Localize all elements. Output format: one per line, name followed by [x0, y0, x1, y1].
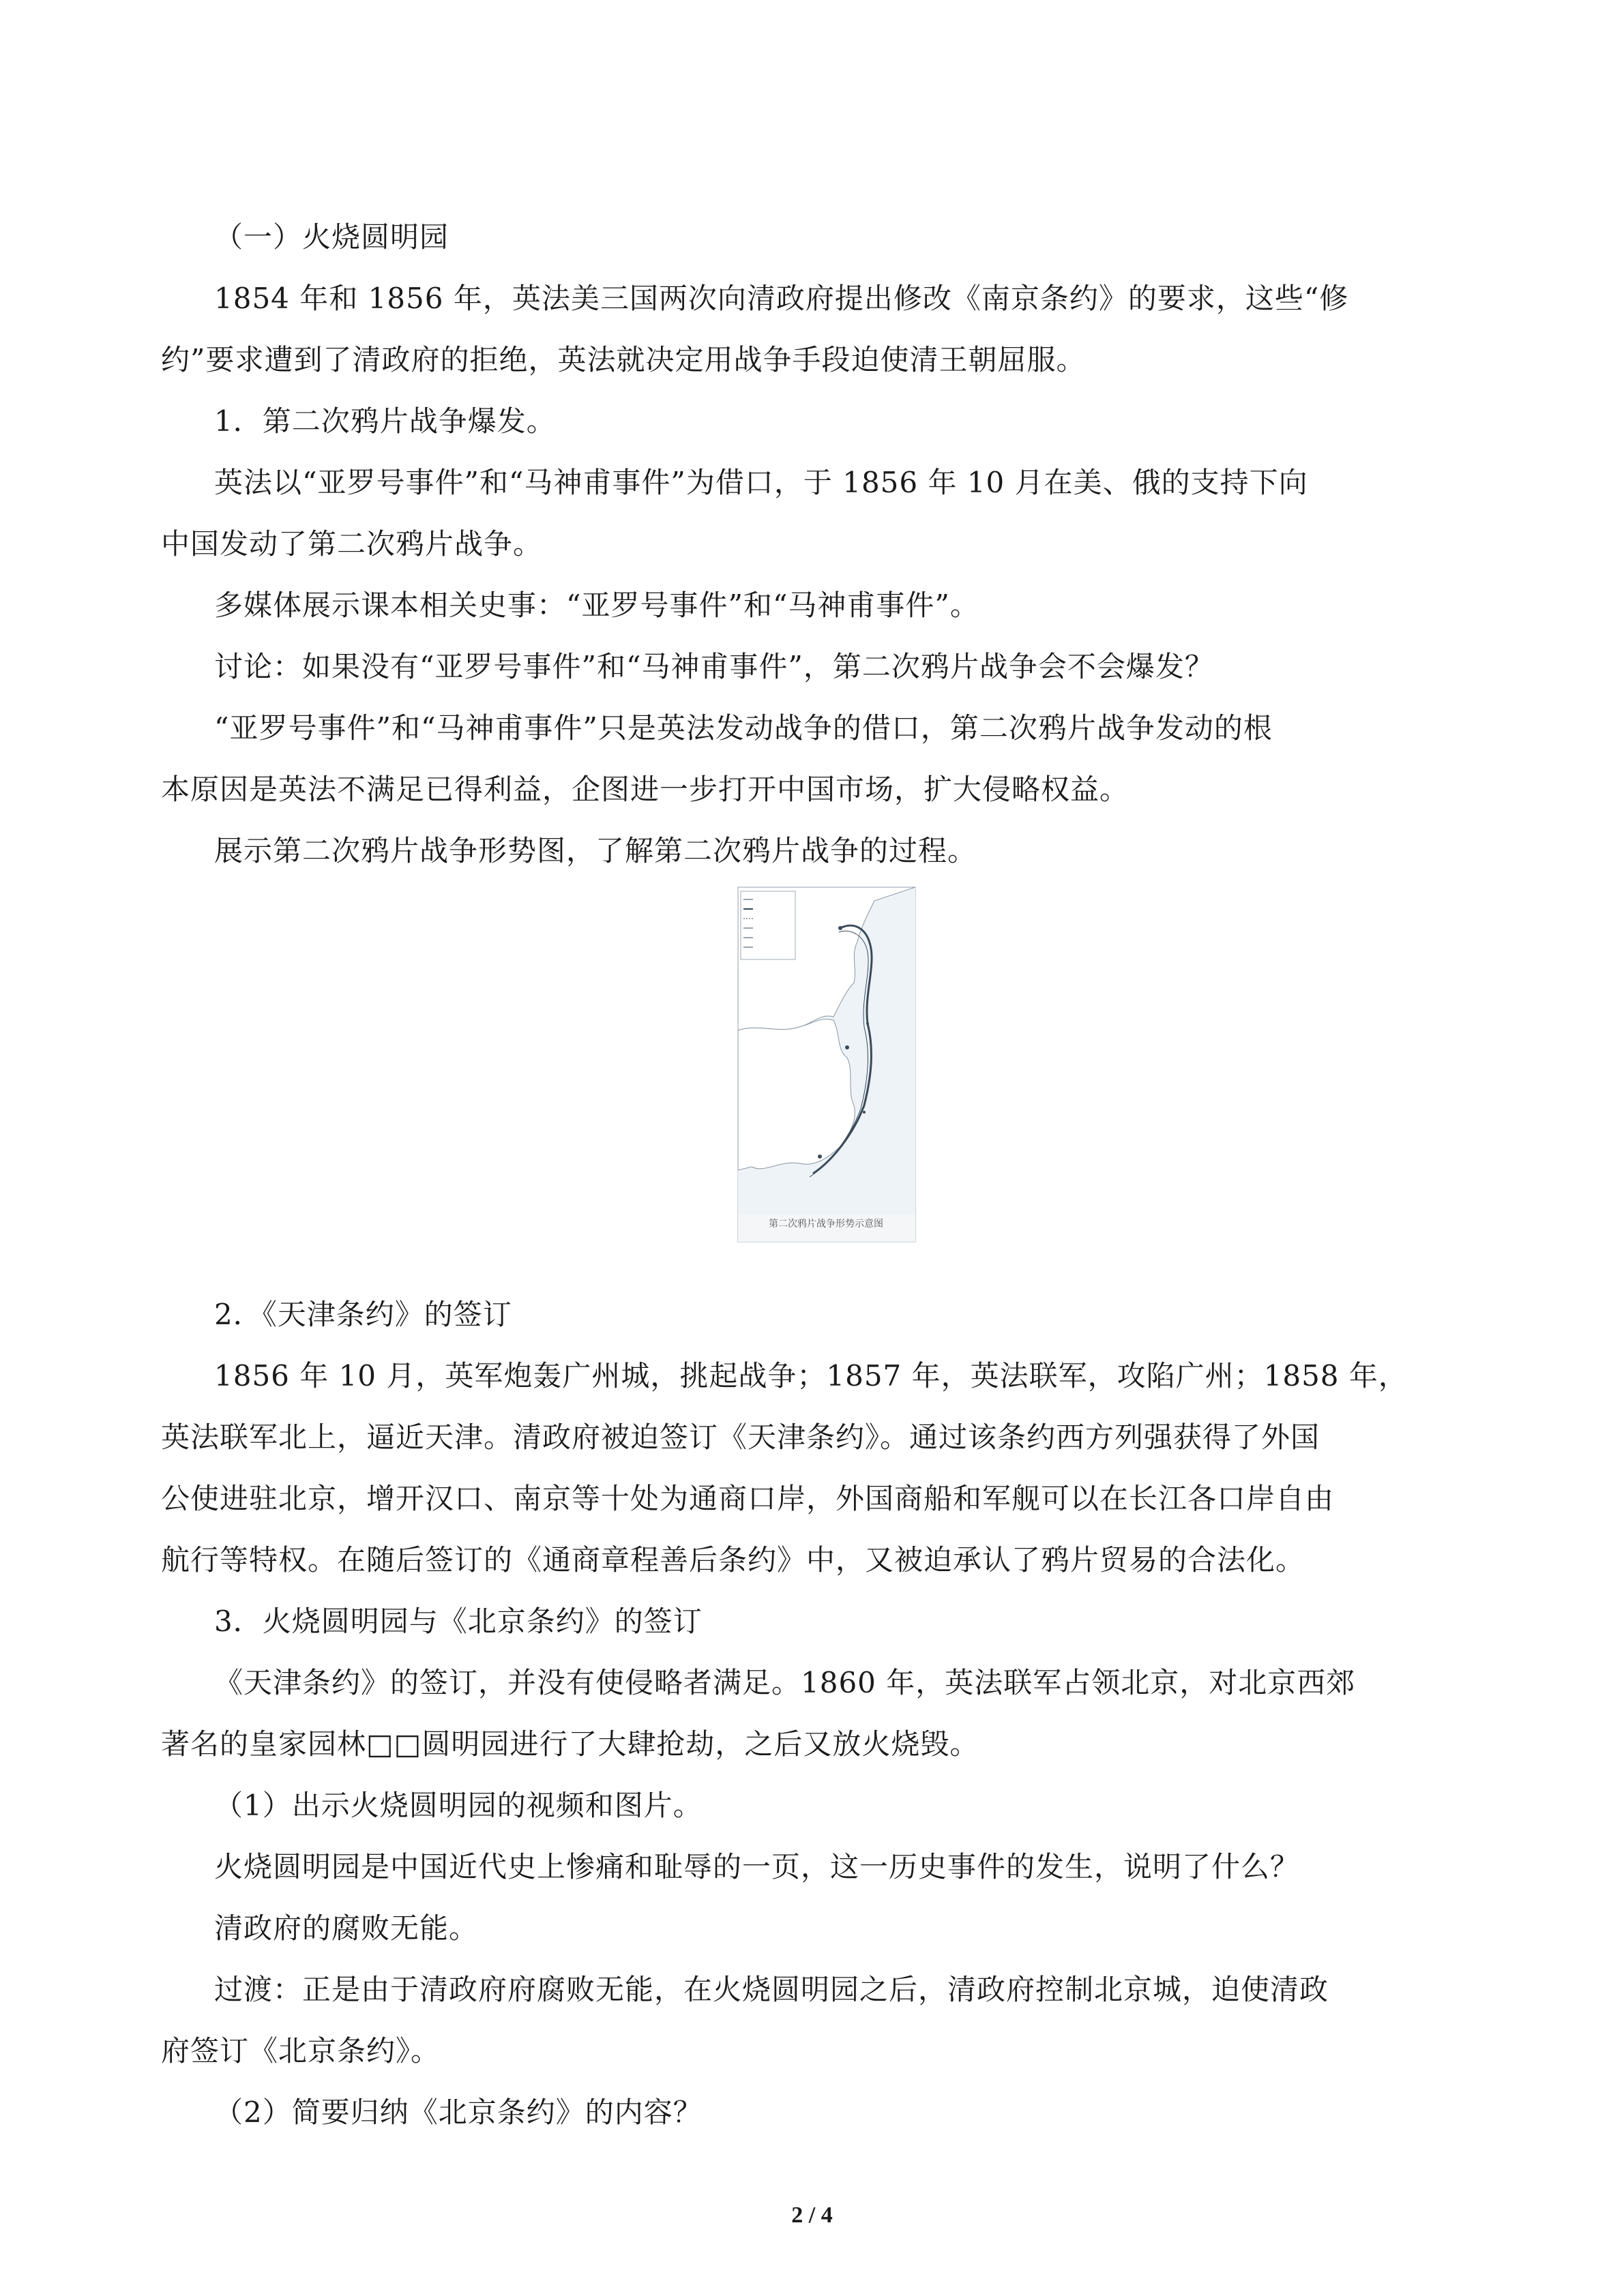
sub-heading: （2）简要归纳《北京条约》的内容？ [214, 2096, 703, 2129]
page-number: 2 / 4 [791, 2203, 833, 2228]
paragraph-line: 英法以“亚罗号事件”和“马神甫事件”为借口，于 1856 年 10 月在美、俄的支持下向 [214, 466, 1308, 499]
paragraph-line: 展示第二次鸦片战争形势图，了解第二次鸦片战争的过程。 [214, 834, 977, 867]
item-heading: 1．第二次鸦片战争爆发。 [214, 404, 556, 438]
paragraph-line: 府签订《北京条约》。 [161, 2034, 441, 2068]
paragraph-line: 本原因是英法不满足已得利益，企图进一步打开中国市场，扩大侵略权益。 [161, 773, 1130, 806]
section-heading: （一）火烧圆明园 [214, 220, 449, 254]
paragraph-line: 过渡：正是由于清政府府腐败无能，在火烧圆明园之后，清政府控制北京城，迫使清政 [214, 1973, 1329, 2006]
item-heading: 2．《天津条约》的签订 [214, 1298, 512, 1331]
war-situation-map [737, 886, 916, 1242]
paragraph-line: 火烧圆明园是中国近代史上惨痛和耻辱的一页，这一历史事件的发生，说明了什么？ [214, 1850, 1300, 1883]
map-illustration [738, 887, 915, 1214]
map-legend [741, 891, 795, 959]
sub-heading: （1）出示火烧圆明园的视频和图片。 [214, 1789, 703, 1822]
paragraph-line: 1856 年 10 月，英军炮轰广州城，挑起战争；1857 年，英法联军，攻陷广州；1858 年， [214, 1359, 1408, 1392]
paragraph-line: 1854 年和 1856 年，英法美三国两次向清政府提出修改《南京条约》的要求，这些“修 [214, 282, 1349, 315]
paragraph-line: 航行等特权。在随后签订的《通商章程善后条约》中，又被迫承认了鸦片贸易的合法化。 [161, 1543, 1305, 1577]
figure-caption: 第二次鸦片战争形势示意图 [769, 1219, 883, 1229]
paragraph-line: 英法联军北上，逼近天津。清政府被迫签订《天津条约》。通过该条约西方列强获得了外国 [161, 1420, 1320, 1454]
item-heading: 3．火烧圆明园与《北京条约》的签订 [214, 1605, 703, 1638]
paragraph-line: 清政府的腐败无能。 [214, 1911, 479, 1945]
map-city-marker [845, 1045, 849, 1049]
paragraph-line: 约”要求遭到了清政府的拒绝，英法就决定用战争手段迫使清王朝屈服。 [161, 343, 1086, 376]
paragraph-line: “亚罗号事件”和“马神甫事件”只是英法发动战争的借口，第二次鸦片战争发动的根 [214, 711, 1273, 745]
paragraph-line: 讨论：如果没有“亚罗号事件”和“马神甫事件”，第二次鸦片战争会不会爆发？ [214, 650, 1214, 683]
paragraph-line: 多媒体展示课本相关史事：“亚罗号事件”和“马神甫事件”。 [214, 588, 979, 622]
paragraph-line: 著名的皇家园林□□圆明园进行了大肆抢劫，之后又放火烧毁。 [161, 1727, 979, 1761]
map-city-marker [866, 1022, 869, 1025]
paragraph-line: 公使进驻北京，增开汉口、南京等十处为通商口岸，外国商船和军舰可以在长江各口岸自由 [161, 1482, 1335, 1515]
map-city-marker [818, 1154, 822, 1159]
map-city-marker [838, 926, 842, 930]
map-land-south [738, 1019, 855, 1170]
map-city-marker [863, 1111, 866, 1114]
paragraph-line: 中国发动了第二次鸦片战争。 [161, 527, 543, 561]
paragraph-line: 《天津条约》的签订，并没有使侵略者满足。1860 年，英法联军占领北京，对北京西郊 [214, 1666, 1356, 1699]
